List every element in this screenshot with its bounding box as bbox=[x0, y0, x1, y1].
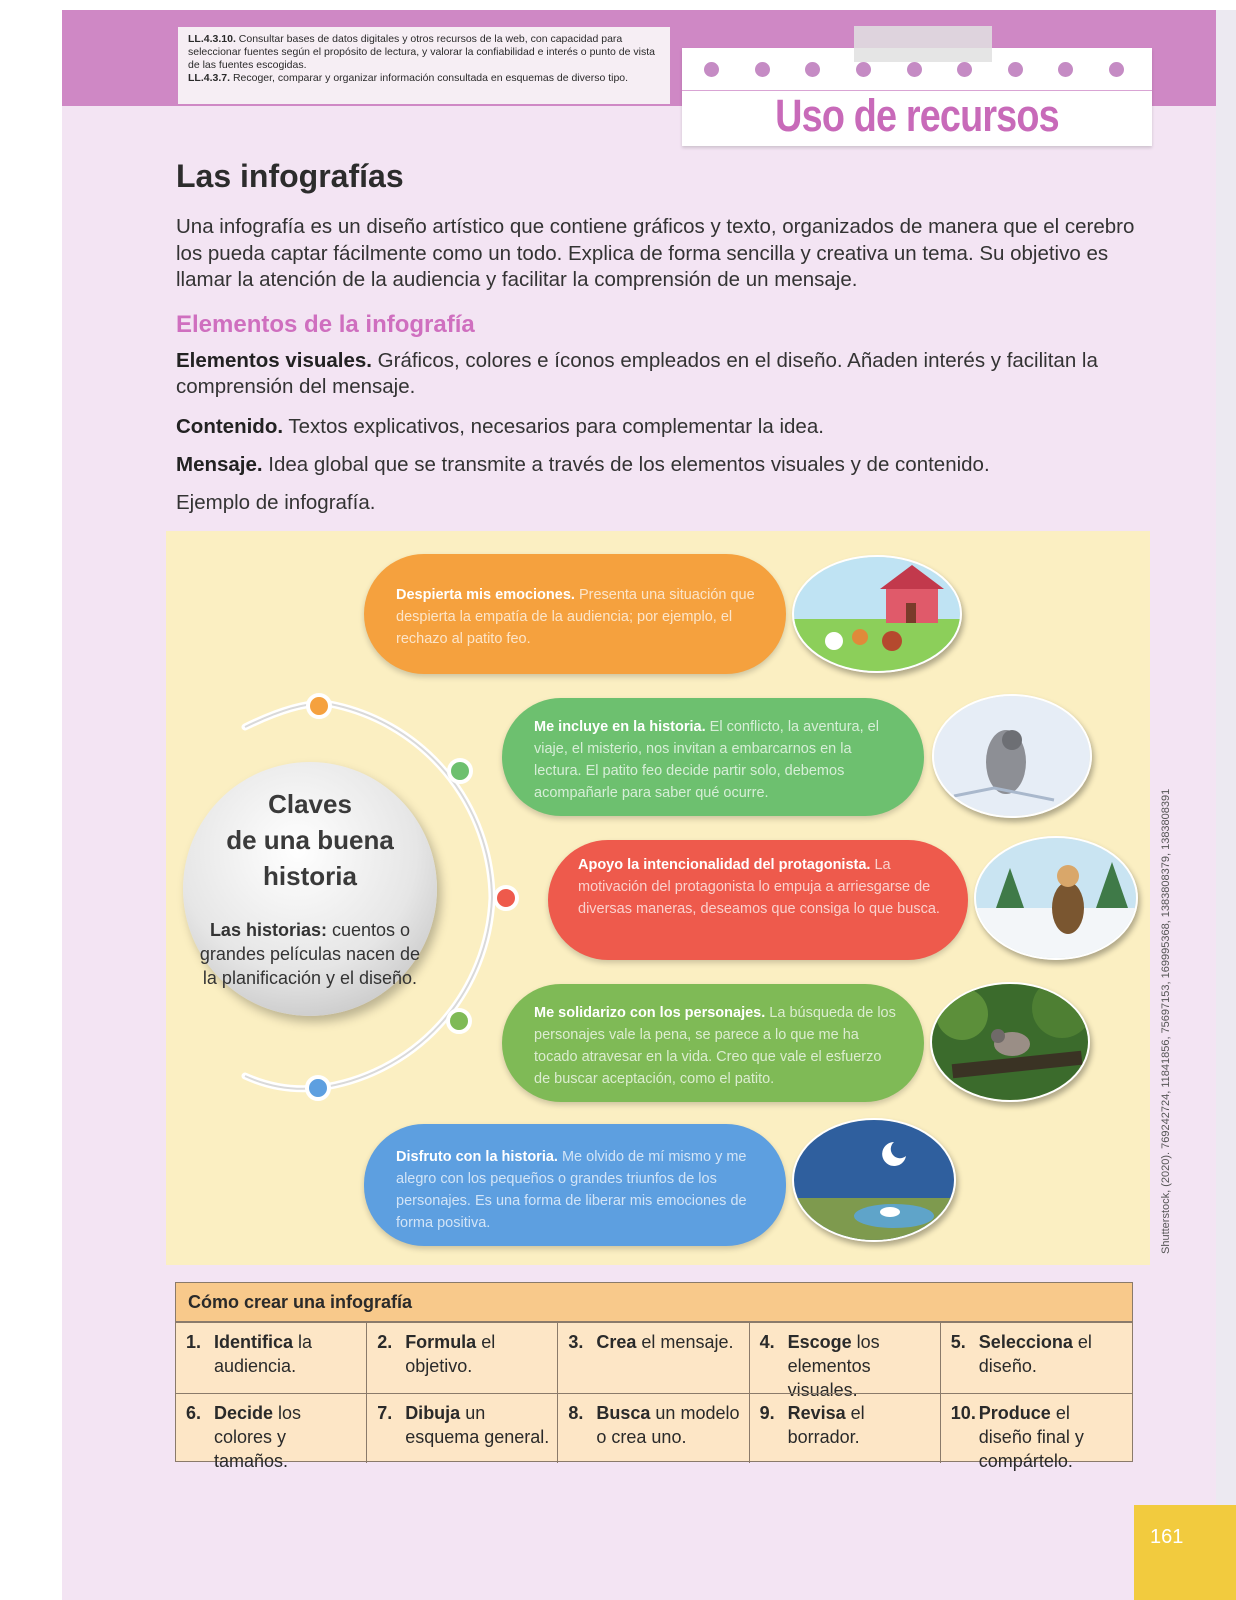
key-lead: Despierta mis emociones. bbox=[396, 587, 575, 603]
step-cell bbox=[750, 1393, 941, 1463]
step-cell bbox=[176, 1323, 367, 1393]
key-lead: Me solidarizo con los personajes. bbox=[534, 1005, 766, 1021]
step-verb: Dibuja bbox=[405, 1403, 461, 1423]
example-label: Ejemplo de infografía. bbox=[176, 491, 376, 514]
step-rest: un esquema general. bbox=[405, 1403, 550, 1447]
step-cell bbox=[941, 1323, 1132, 1393]
step-rest: el diseño final y compártelo. bbox=[978, 1403, 1084, 1471]
key-text: La motivación del protagonista lo empuja a arriesgarse de diversas maneras, deseamos que consiga lo que busca. bbox=[578, 857, 940, 917]
center-title-line: Claves bbox=[268, 789, 352, 819]
element-term: Contenido. bbox=[176, 415, 284, 438]
skill-code: LL.4.3.10. bbox=[188, 33, 236, 45]
step-cell bbox=[558, 1393, 749, 1463]
element-term: Elementos visuales. bbox=[176, 349, 372, 372]
center-text: cuentos o grandes películas nacen de la planificación y el diseño. bbox=[199, 920, 421, 988]
step-verb: Decide bbox=[214, 1403, 274, 1423]
step-number: 3. bbox=[568, 1332, 584, 1352]
element-text: Textos explicativos, necesarios para complementar la idea. bbox=[283, 415, 824, 438]
image-credit: Shutterstock, (2020). 769242724, 11841856, 75697153, 169995368, 1383808379, 1383808391 bbox=[1160, 788, 1172, 1254]
center-title-line: de una buena bbox=[226, 825, 394, 855]
steps-table bbox=[175, 1322, 1133, 1471]
step-verb: Produce bbox=[978, 1403, 1051, 1423]
step-rest: los elementos visuales. bbox=[787, 1332, 880, 1400]
step-cell bbox=[367, 1323, 558, 1393]
step-number: 2. bbox=[377, 1332, 393, 1352]
step-number: 8. bbox=[568, 1403, 584, 1423]
step-rest: los colores y tamaños. bbox=[214, 1403, 302, 1471]
step-cell bbox=[750, 1323, 941, 1400]
intro-paragraph: Una infografía es un diseño artístico que contiene gráficos y texto, organizados de manera que el cerebro los pueda captar fácilmente como un todo. Explica de forma sencilla y creativa un tema. Su objetivo es llamar la atención de la audiencia y facilitar la comprensión de un mensaje. bbox=[176, 215, 1135, 291]
page-number: 161 bbox=[1150, 1526, 1184, 1548]
page-title: Las infografías bbox=[176, 158, 404, 194]
step-verb: Escoge bbox=[787, 1332, 852, 1352]
blue-node-icon bbox=[307, 1077, 329, 1099]
step-verb: Selecciona bbox=[978, 1332, 1073, 1352]
step-number: 10. bbox=[950, 1403, 976, 1423]
step-verb: Busca bbox=[596, 1403, 651, 1423]
step-rest: el objetivo. bbox=[405, 1332, 496, 1376]
key-lead: Apoyo la intencionalidad del protagonista. bbox=[578, 857, 871, 873]
key-text: Presenta una situación que despierta la empatía de la audiencia; por ejemplo, el rechazo al patito feo. bbox=[396, 587, 755, 647]
key-solidarity bbox=[502, 984, 924, 1102]
element-term: Mensaje. bbox=[176, 453, 263, 476]
key-text: El conflicto, la aventura, el viaje, el misterio, nos invitan a embarcarnos en la lectura. El patito feo decide partir solo, debemos acompañarle para saber qué ocurre. bbox=[534, 719, 879, 801]
orange-node-icon bbox=[308, 695, 330, 717]
center-lead: Las historias: bbox=[209, 920, 327, 940]
step-verb: Crea bbox=[596, 1332, 637, 1352]
winter-village-illustration bbox=[974, 836, 1138, 960]
bird-photo bbox=[930, 982, 1090, 1102]
skill-text: Consultar bases de datos digitales y otros recursos de la web, con capacidad para seleccionar fuentes según el propósito de lectura, y valorar la confiabilidad e interés o punto de vista de las fuentes escogidas. bbox=[188, 33, 655, 71]
steps-heading: Cómo crear una infografía bbox=[175, 1282, 1133, 1322]
step-verb: Revisa bbox=[787, 1403, 846, 1423]
key-enjoyment bbox=[364, 1124, 786, 1246]
page-corner bbox=[1134, 1505, 1236, 1600]
step-number: 7. bbox=[377, 1403, 393, 1423]
section-title: Uso de recursos bbox=[775, 90, 1059, 141]
key-text: La búsqueda de los personajes vale la pena, se parece a lo que me ha tocado atravesar en la vida. Creo que vale el esfuerzo de buscar aceptación, como el patito. bbox=[534, 1005, 896, 1087]
lime-node-icon bbox=[448, 1010, 470, 1032]
center-description bbox=[199, 918, 421, 990]
step-cell bbox=[558, 1323, 749, 1393]
step-number: 9. bbox=[759, 1403, 775, 1423]
element-text: Idea global que se transmite a través de los elementos visuales y de contenido. bbox=[262, 453, 990, 476]
farm-illustration bbox=[792, 555, 962, 673]
step-verb: Formula bbox=[405, 1332, 477, 1352]
step-number: 5. bbox=[950, 1332, 966, 1352]
key-lead: Me incluye en la historia. bbox=[534, 719, 706, 735]
key-text: Me olvido de mí mismo y me alegro con los pequeños o grandes triunfos de los personajes. Es una forma de liberar mis emociones de forma positiva. bbox=[396, 1149, 747, 1231]
duckling-snow-illustration bbox=[932, 694, 1092, 818]
step-number: 6. bbox=[186, 1403, 202, 1423]
step-cell bbox=[176, 1393, 367, 1471]
step-number: 1. bbox=[186, 1332, 202, 1352]
key-lead: Disfruto con la historia. bbox=[396, 1149, 558, 1165]
red-node-icon bbox=[495, 887, 517, 909]
step-rest: un modelo o crea uno. bbox=[596, 1403, 740, 1447]
step-rest: el diseño. bbox=[978, 1332, 1092, 1376]
step-cell bbox=[941, 1393, 1132, 1471]
key-inclusion bbox=[502, 698, 924, 816]
step-cell bbox=[367, 1393, 558, 1463]
skill-code: LL.4.3.7. bbox=[188, 72, 231, 84]
step-number: 4. bbox=[759, 1332, 775, 1352]
skill-text: Recoger, comparar y organizar información consultada en esquemas de diverso tipo. bbox=[232, 72, 629, 84]
key-intention bbox=[548, 840, 968, 960]
step-rest: el mensaje. bbox=[636, 1332, 734, 1352]
key-emotions bbox=[364, 554, 786, 674]
element-text: Gráficos, colores e íconos empleados en el diseño. Añaden interés y facilitan la comprensión del mensaje. bbox=[176, 349, 1098, 398]
section-subtitle: Elementos de la infografía bbox=[176, 311, 475, 338]
step-rest: la audiencia. bbox=[214, 1332, 313, 1376]
step-rest: el borrador. bbox=[787, 1403, 865, 1447]
green-node-icon bbox=[449, 760, 471, 782]
center-title bbox=[183, 786, 437, 894]
step-verb: Identifica bbox=[214, 1332, 294, 1352]
center-circle bbox=[183, 762, 437, 1016]
center-title-line: historia bbox=[263, 861, 357, 891]
night-swan-illustration bbox=[792, 1118, 956, 1242]
